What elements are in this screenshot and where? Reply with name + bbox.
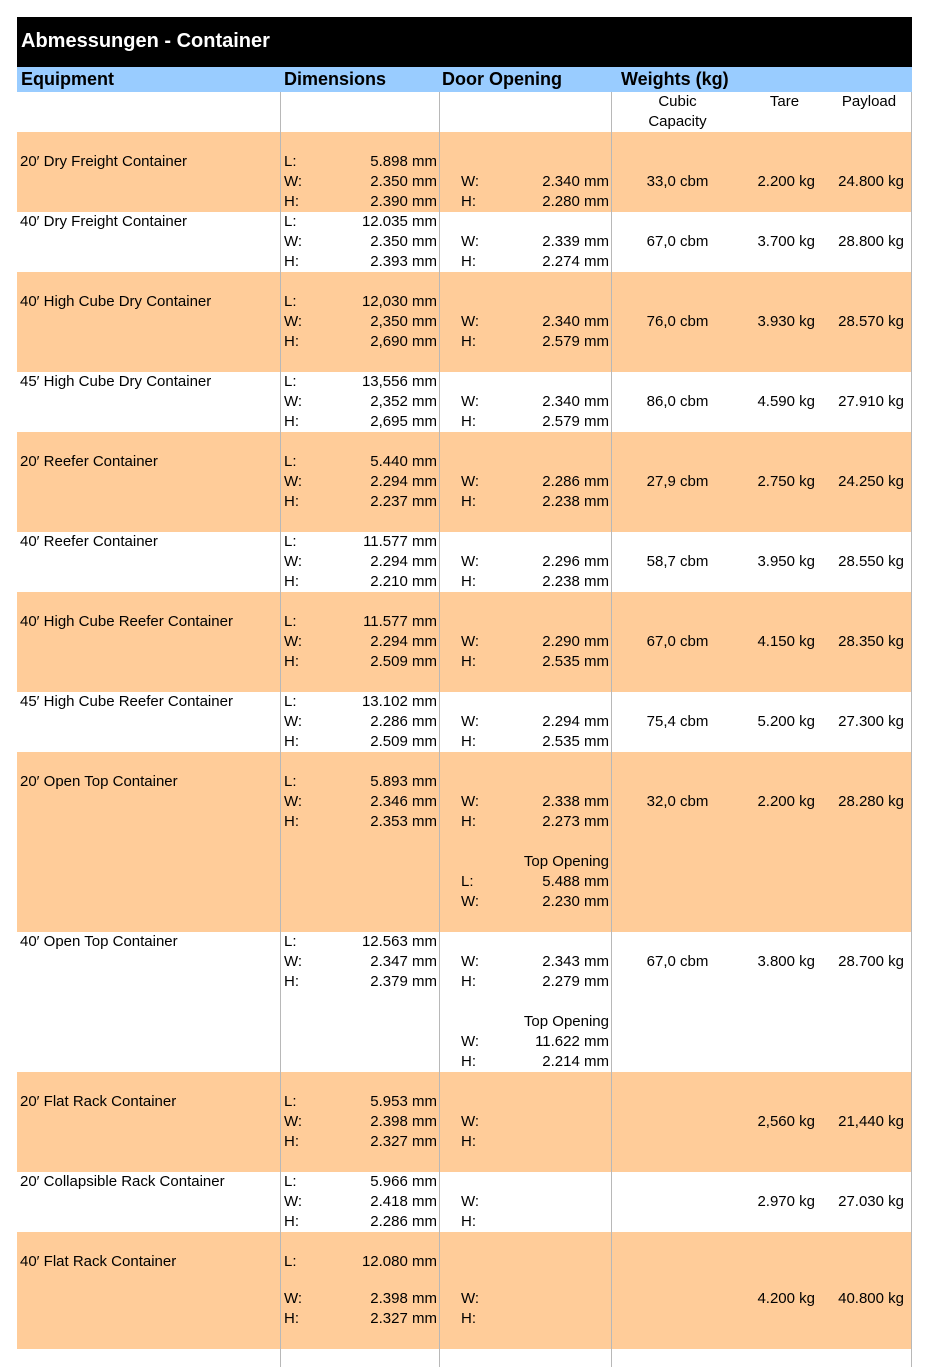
dimension-label: L: xyxy=(284,1093,297,1110)
payload-weight: 21,440 kg xyxy=(838,1113,904,1130)
equipment-name: 20′ Reefer Container xyxy=(20,453,158,470)
door-value: 2.296 mm xyxy=(542,553,609,570)
equipment-name: 45′ High Cube Reefer Container xyxy=(20,693,233,710)
table-row xyxy=(17,272,912,372)
equipment-name: 20′ Flat Rack Container xyxy=(20,1093,177,1110)
subheader-tare: Tare xyxy=(769,93,800,110)
column-divider xyxy=(611,92,612,1367)
tare-weight: 3.800 kg xyxy=(757,953,815,970)
dimension-label: L: xyxy=(284,453,297,470)
door-value: 2.280 mm xyxy=(542,193,609,210)
dimension-value: 12.080 mm xyxy=(361,1253,437,1270)
dimension-value: 2.398 mm xyxy=(370,1113,437,1130)
equipment-name: 20′ Collapsible Rack Container xyxy=(20,1173,225,1190)
dimension-label: L: xyxy=(284,153,297,170)
payload-weight: 24.800 kg xyxy=(838,173,904,190)
dimension-value: 2.346 mm xyxy=(370,793,437,810)
door-value: 2.238 mm xyxy=(542,573,609,590)
door-value: 2.343 mm xyxy=(542,953,609,970)
door-label: W: xyxy=(461,633,480,650)
table-row xyxy=(17,932,912,1072)
dimension-label: L: xyxy=(284,1173,297,1190)
dimension-value: 2.294 mm xyxy=(370,553,437,570)
payload-weight: 28.550 kg xyxy=(838,553,904,570)
cubic-capacity: 32,0 cbm xyxy=(646,793,709,810)
tare-weight: 5.200 kg xyxy=(757,713,815,730)
top-opening-dim-label: W: xyxy=(461,893,480,910)
dimension-value: 13.102 mm xyxy=(361,693,437,710)
dimension-label: H: xyxy=(284,573,299,590)
door-value: 2.274 mm xyxy=(542,253,609,270)
equipment-name: 40′ Dry Freight Container xyxy=(20,213,188,230)
table-body xyxy=(17,132,912,1349)
dimension-label: H: xyxy=(284,653,299,670)
door-label: H: xyxy=(461,973,476,990)
dimension-label: L: xyxy=(284,773,297,790)
dimension-label: L: xyxy=(284,693,297,710)
payload-weight: 40.800 kg xyxy=(838,1290,904,1307)
subheader-payload: Payload xyxy=(841,93,897,110)
payload-weight: 28.280 kg xyxy=(838,793,904,810)
door-value: 2.535 mm xyxy=(542,653,609,670)
dimension-value: 2,352 mm xyxy=(370,393,437,410)
payload-weight: 28.350 kg xyxy=(838,633,904,650)
column-divider xyxy=(280,92,281,1367)
tare-weight: 4.150 kg xyxy=(757,633,815,650)
door-value: 2.294 mm xyxy=(542,713,609,730)
cubic-capacity: 67,0 cbm xyxy=(646,233,709,250)
door-value: 2.579 mm xyxy=(542,333,609,350)
cubic-capacity: 67,0 cbm xyxy=(646,953,709,970)
door-label: H: xyxy=(461,333,476,350)
top-opening-label: Top Opening xyxy=(523,1013,609,1030)
dimension-label: H: xyxy=(284,493,299,510)
door-label: W: xyxy=(461,953,480,970)
dimension-value: 2.379 mm xyxy=(370,973,437,990)
door-label: H: xyxy=(461,813,476,830)
door-label: W: xyxy=(461,1113,480,1130)
payload-weight: 28.570 kg xyxy=(838,313,904,330)
header-weights: Weights (kg) xyxy=(621,69,729,89)
tare-weight: 3.950 kg xyxy=(757,553,815,570)
door-value: 2.535 mm xyxy=(542,733,609,750)
payload-weight: 27.300 kg xyxy=(838,713,904,730)
dimension-label: H: xyxy=(284,813,299,830)
dimension-label: W: xyxy=(284,473,303,490)
container-dimensions-table xyxy=(17,17,912,1349)
dimension-value: 2,695 mm xyxy=(370,413,437,430)
equipment-name: 45′ High Cube Dry Container xyxy=(20,373,212,390)
dimension-label: H: xyxy=(284,1310,299,1327)
table-row xyxy=(17,212,912,272)
door-label: H: xyxy=(461,1213,476,1230)
dimension-label: H: xyxy=(284,193,299,210)
door-label: H: xyxy=(461,413,476,430)
door-value: 2.340 mm xyxy=(542,393,609,410)
dimension-label: H: xyxy=(284,253,299,270)
equipment-name: 20′ Open Top Container xyxy=(20,773,178,790)
equipment-name: 40′ High Cube Reefer Container xyxy=(20,613,233,630)
header-row xyxy=(17,67,912,92)
equipment-name: 40′ Reefer Container xyxy=(20,533,158,550)
table-title: Abmessungen - Container xyxy=(17,17,912,67)
tare-weight: 4.590 kg xyxy=(757,393,815,410)
dimension-label: W: xyxy=(284,953,303,970)
dimension-label: L: xyxy=(284,373,297,390)
cubic-capacity: 75,4 cbm xyxy=(646,713,709,730)
payload-weight: 27.910 kg xyxy=(838,393,904,410)
top-opening-dim-value: 2.214 mm xyxy=(542,1053,609,1070)
dimension-value: 2.509 mm xyxy=(370,733,437,750)
door-value: 2.338 mm xyxy=(542,793,609,810)
door-value: 2.340 mm xyxy=(542,313,609,330)
payload-weight: 24.250 kg xyxy=(838,473,904,490)
dimension-value: 5.440 mm xyxy=(370,453,437,470)
equipment-name: 20′ Dry Freight Container xyxy=(20,153,188,170)
table-row xyxy=(17,1072,912,1172)
dimension-label: W: xyxy=(284,633,303,650)
door-label: W: xyxy=(461,1290,480,1307)
dimension-label: H: xyxy=(284,1213,299,1230)
dimension-label: H: xyxy=(284,1133,299,1150)
equipment-name: 40′ Flat Rack Container xyxy=(20,1253,177,1270)
dimension-value: 11.577 mm xyxy=(363,613,437,630)
door-label: W: xyxy=(461,233,480,250)
payload-weight: 27.030 kg xyxy=(838,1193,904,1210)
dimension-label: L: xyxy=(284,533,297,550)
door-value: 2.290 mm xyxy=(542,633,609,650)
dimension-value: 2.237 mm xyxy=(370,493,437,510)
top-opening-dim-label: W: xyxy=(461,1033,480,1050)
payload-weight: 28.700 kg xyxy=(838,953,904,970)
table-row xyxy=(17,1232,912,1349)
door-label: W: xyxy=(461,393,480,410)
dimension-value: 2,690 mm xyxy=(370,333,437,350)
door-label: H: xyxy=(461,733,476,750)
column-divider xyxy=(911,92,912,1367)
table-row xyxy=(17,692,912,752)
dimension-label: W: xyxy=(284,713,303,730)
dimension-value: 12,030 mm xyxy=(361,293,437,310)
dimension-value: 5.898 mm xyxy=(370,153,437,170)
tare-weight: 3.930 kg xyxy=(757,313,815,330)
top-opening-dim-label: L: xyxy=(461,873,474,890)
door-value: 2.579 mm xyxy=(542,413,609,430)
door-label: W: xyxy=(461,713,480,730)
dimension-value: 2.210 mm xyxy=(370,573,437,590)
table-row xyxy=(17,592,912,692)
dimension-value: 2.286 mm xyxy=(370,713,437,730)
header-dimensions: Dimensions xyxy=(284,69,387,89)
dimension-label: H: xyxy=(284,333,299,350)
dimension-label: W: xyxy=(284,233,303,250)
door-label: W: xyxy=(461,1193,480,1210)
tare-weight: 4.200 kg xyxy=(757,1290,815,1307)
door-label: H: xyxy=(461,253,476,270)
dimension-label: W: xyxy=(284,793,303,810)
subheader-cubic-capacity: Cubic Capacity xyxy=(648,93,707,130)
door-value: 2.339 mm xyxy=(542,233,609,250)
tare-weight: 2.970 kg xyxy=(757,1193,815,1210)
door-label: W: xyxy=(461,473,480,490)
dimension-value: 5.893 mm xyxy=(370,773,437,790)
equipment-name: 40′ High Cube Dry Container xyxy=(20,293,212,310)
table-row xyxy=(17,432,912,532)
door-label: W: xyxy=(461,173,480,190)
tare-weight: 2.200 kg xyxy=(757,793,815,810)
top-opening-dim-value: 11.622 mm xyxy=(535,1033,609,1050)
dimension-label: L: xyxy=(284,213,297,230)
dimension-value: 12.563 mm xyxy=(361,933,437,950)
dimension-value: 2.286 mm xyxy=(370,1213,437,1230)
door-label: W: xyxy=(461,793,480,810)
dimension-label: H: xyxy=(284,973,299,990)
dimension-value: 2.294 mm xyxy=(370,473,437,490)
top-opening-dim-label: H: xyxy=(461,1053,476,1070)
dimension-value: 5.953 mm xyxy=(370,1093,437,1110)
door-value: 2.340 mm xyxy=(542,173,609,190)
door-label: W: xyxy=(461,313,480,330)
door-label: W: xyxy=(461,553,480,570)
door-label: H: xyxy=(461,493,476,510)
dimension-label: H: xyxy=(284,733,299,750)
dimension-value: 2.398 mm xyxy=(370,1290,437,1307)
dimension-label: W: xyxy=(284,1193,303,1210)
cubic-capacity: 86,0 cbm xyxy=(646,393,709,410)
column-divider xyxy=(439,92,440,1367)
door-value: 2.286 mm xyxy=(542,473,609,490)
dimension-label: L: xyxy=(284,293,297,310)
dimension-value: 12.035 mm xyxy=(361,213,437,230)
dimension-value: 2.418 mm xyxy=(370,1193,437,1210)
table-row xyxy=(17,132,912,212)
tare-weight: 2.200 kg xyxy=(757,173,815,190)
cubic-capacity: 27,9 cbm xyxy=(646,473,709,490)
dimension-value: 2.350 mm xyxy=(370,233,437,250)
dimension-value: 2,350 mm xyxy=(370,313,437,330)
dimension-label: W: xyxy=(284,1113,303,1130)
top-opening-dim-value: 2.230 mm xyxy=(542,893,609,910)
dimension-value: 2.294 mm xyxy=(370,633,437,650)
equipment-name: 40′ Open Top Container xyxy=(20,933,178,950)
cubic-capacity: 67,0 cbm xyxy=(646,633,709,650)
payload-weight: 28.800 kg xyxy=(838,233,904,250)
dimension-value: 2.347 mm xyxy=(370,953,437,970)
dimension-label: W: xyxy=(284,553,303,570)
dimension-value: 2.327 mm xyxy=(370,1133,437,1150)
table-row xyxy=(17,752,912,932)
tare-weight: 2,560 kg xyxy=(757,1113,815,1130)
dimension-value: 2.393 mm xyxy=(370,253,437,270)
door-label: H: xyxy=(461,1310,476,1327)
top-opening-label: Top Opening xyxy=(523,853,609,870)
cubic-capacity: 58,7 cbm xyxy=(646,553,709,570)
dimension-value: 2.509 mm xyxy=(370,653,437,670)
dimension-label: W: xyxy=(284,393,303,410)
dimension-label: L: xyxy=(284,613,297,630)
top-opening-dim-value: 5.488 mm xyxy=(542,873,609,890)
door-value: 2.238 mm xyxy=(542,493,609,510)
dimension-value: 2.350 mm xyxy=(370,173,437,190)
header-door-opening: Door Opening xyxy=(442,69,562,89)
dimension-label: L: xyxy=(284,1253,297,1270)
cubic-capacity: 33,0 cbm xyxy=(646,173,709,190)
tare-weight: 3.700 kg xyxy=(757,233,815,250)
dimension-value: 2.353 mm xyxy=(370,813,437,830)
dimension-label: W: xyxy=(284,173,303,190)
cubic-capacity: 76,0 cbm xyxy=(646,313,709,330)
header-equipment: Equipment xyxy=(21,69,114,89)
subheader-row xyxy=(17,92,912,132)
dimension-label: W: xyxy=(284,313,303,330)
dimension-value: 11.577 mm xyxy=(363,533,437,550)
dimension-value: 5.966 mm xyxy=(370,1173,437,1190)
dimension-value: 2.390 mm xyxy=(370,193,437,210)
table-row xyxy=(17,372,912,432)
dimension-label: H: xyxy=(284,413,299,430)
door-value: 2.273 mm xyxy=(542,813,609,830)
door-value: 2.279 mm xyxy=(542,973,609,990)
door-label: H: xyxy=(461,1133,476,1150)
dimension-label: W: xyxy=(284,1290,303,1307)
door-label: H: xyxy=(461,573,476,590)
tare-weight: 2.750 kg xyxy=(757,473,815,490)
dimension-value: 13,556 mm xyxy=(361,373,437,390)
table-row xyxy=(17,1172,912,1232)
dimension-value: 2.327 mm xyxy=(370,1310,437,1327)
table-row xyxy=(17,532,912,592)
dimension-label: L: xyxy=(284,933,297,950)
door-label: H: xyxy=(461,653,476,670)
door-label: H: xyxy=(461,193,476,210)
